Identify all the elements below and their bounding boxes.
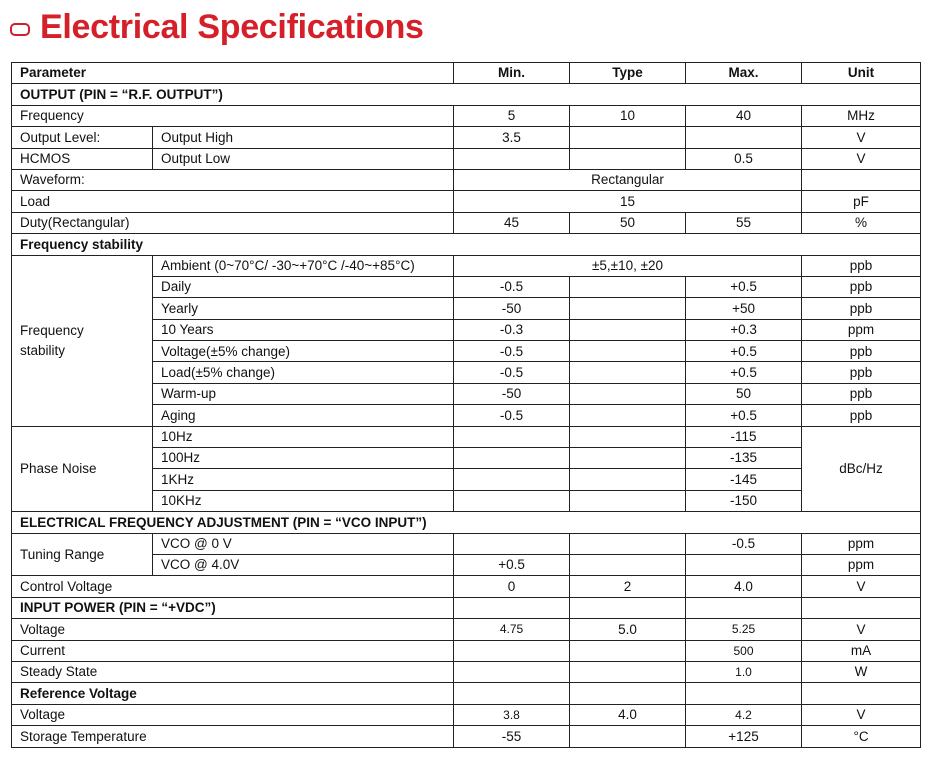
- table-row: [12, 661, 921, 682]
- unit-value: dBc/Hz: [802, 426, 921, 512]
- unit-value: ppb: [802, 341, 921, 362]
- empty-cell: [570, 683, 686, 704]
- min-value: -0.5: [454, 362, 570, 383]
- min-value: [454, 661, 570, 682]
- sub-param-label: Aging: [153, 405, 454, 426]
- max-value: 5.25: [686, 619, 802, 640]
- unit-value: V: [802, 127, 921, 148]
- table-row: [12, 640, 921, 661]
- max-value: -135: [686, 448, 802, 469]
- empty-cell: [570, 597, 686, 618]
- unit-value: V: [802, 704, 921, 725]
- min-value: -0.5: [454, 341, 570, 362]
- param-label: Storage Temperature: [12, 726, 454, 747]
- section-row: [12, 597, 921, 618]
- type-value: 5.0: [570, 619, 686, 640]
- sub-param-label: Load(±5% change): [153, 362, 454, 383]
- title-block: [10, 2, 424, 52]
- header-unit: Unit: [802, 63, 921, 84]
- section-frequency-adjustment: ELECTRICAL FREQUENCY ADJUSTMENT (PIN = “VCO INPUT”): [12, 512, 921, 533]
- table-row: [12, 127, 921, 148]
- type-value: [570, 148, 686, 169]
- unit-value: ppb: [802, 298, 921, 319]
- max-value: +0.3: [686, 319, 802, 340]
- sub-param-label: VCO @ 4.0V: [153, 554, 454, 575]
- type-value: [570, 383, 686, 404]
- max-value: +0.5: [686, 362, 802, 383]
- empty-cell: [454, 597, 570, 618]
- unit-value: MHz: [802, 105, 921, 126]
- table-row: [12, 212, 921, 233]
- unit-value: ppb: [802, 383, 921, 404]
- min-value: [454, 533, 570, 554]
- min-value: -50: [454, 298, 570, 319]
- unit-value: W: [802, 661, 921, 682]
- table-row: [12, 704, 921, 725]
- sub-param-label: 1KHz: [153, 469, 454, 490]
- empty-cell: [802, 597, 921, 618]
- param-label: Control Voltage: [12, 576, 454, 597]
- sub-param-label: Daily: [153, 276, 454, 297]
- span-value: ±5,±10, ±20: [454, 255, 802, 276]
- max-value: 50: [686, 383, 802, 404]
- group-label-line: stability: [20, 342, 66, 358]
- rounded-rectangle-icon: [10, 23, 30, 36]
- section-row: [12, 683, 921, 704]
- min-value: [454, 640, 570, 661]
- min-value: 3.5: [454, 127, 570, 148]
- section-reference-voltage: Reference Voltage: [12, 683, 454, 704]
- type-value: [570, 726, 686, 747]
- max-value: -0.5: [686, 533, 802, 554]
- sub-param-label: Ambient (0~70°C/ -30~+70°C /-40~+85°C): [153, 255, 454, 276]
- max-value: 1.0: [686, 661, 802, 682]
- type-value: [570, 469, 686, 490]
- section-output: OUTPUT (PIN = “R.F. OUTPUT”): [12, 84, 921, 105]
- type-value: 10: [570, 105, 686, 126]
- header-max: Max.: [686, 63, 802, 84]
- max-value: +0.5: [686, 405, 802, 426]
- specifications-table: [11, 62, 921, 748]
- sub-param-label: 10Hz: [153, 426, 454, 447]
- sub-param-label: 10 Years: [153, 319, 454, 340]
- max-value: -145: [686, 469, 802, 490]
- type-value: [570, 661, 686, 682]
- max-value: +125: [686, 726, 802, 747]
- sub-param-label: 10KHz: [153, 490, 454, 511]
- group-label-line: Frequency: [20, 323, 84, 339]
- unit-value: V: [802, 148, 921, 169]
- span-value: Rectangular: [454, 169, 802, 190]
- type-value: [570, 405, 686, 426]
- param-label: Frequency: [12, 105, 454, 126]
- min-value: 3.8: [454, 704, 570, 725]
- type-value: [570, 362, 686, 383]
- unit-value: V: [802, 576, 921, 597]
- unit-value: pF: [802, 191, 921, 212]
- table-row: [12, 105, 921, 126]
- max-value: 0.5: [686, 148, 802, 169]
- group-label-frequency-stability: [12, 255, 153, 426]
- type-value: [570, 448, 686, 469]
- min-value: [454, 148, 570, 169]
- param-label: Load: [12, 191, 454, 212]
- table-row: [12, 426, 921, 447]
- unit-value: ppb: [802, 276, 921, 297]
- span-value: 15: [454, 191, 802, 212]
- unit-value: ppm: [802, 533, 921, 554]
- param-label: Voltage: [12, 619, 454, 640]
- type-value: [570, 319, 686, 340]
- sub-param-label: Warm-up: [153, 383, 454, 404]
- group-label-phase-noise: Phase Noise: [12, 426, 153, 512]
- param-label: Current: [12, 640, 454, 661]
- min-value: -55: [454, 726, 570, 747]
- table-row: [12, 576, 921, 597]
- unit-value: V: [802, 619, 921, 640]
- min-value: 45: [454, 212, 570, 233]
- sub-param-label: 100Hz: [153, 448, 454, 469]
- header-min: Min.: [454, 63, 570, 84]
- min-value: -0.3: [454, 319, 570, 340]
- sub-param-label: Output Low: [153, 148, 454, 169]
- unit-value: °C: [802, 726, 921, 747]
- min-value: -0.5: [454, 276, 570, 297]
- unit-value: ppb: [802, 405, 921, 426]
- param-label: Output Level:: [12, 127, 153, 148]
- param-label: Voltage: [12, 704, 454, 725]
- max-value: [686, 127, 802, 148]
- min-value: -50: [454, 383, 570, 404]
- unit-value: ppb: [802, 362, 921, 383]
- header-parameter: Parameter: [12, 63, 454, 84]
- section-row: [12, 234, 921, 255]
- unit-value: ppb: [802, 255, 921, 276]
- max-value: 4.2: [686, 704, 802, 725]
- empty-cell: [686, 683, 802, 704]
- unit-value: ppm: [802, 319, 921, 340]
- max-value: 40: [686, 105, 802, 126]
- min-value: 4.75: [454, 619, 570, 640]
- empty-cell: [686, 597, 802, 618]
- min-value: +0.5: [454, 554, 570, 575]
- type-value: [570, 640, 686, 661]
- table-row: [12, 726, 921, 747]
- max-value: -150: [686, 490, 802, 511]
- min-value: 5: [454, 105, 570, 126]
- type-value: [570, 276, 686, 297]
- max-value: 4.0: [686, 576, 802, 597]
- min-value: [454, 469, 570, 490]
- table-row: [12, 148, 921, 169]
- type-value: [570, 341, 686, 362]
- table-row: [12, 619, 921, 640]
- type-value: [570, 426, 686, 447]
- max-value: +0.5: [686, 276, 802, 297]
- empty-cell: [802, 683, 921, 704]
- param-label: Waveform:: [12, 169, 454, 190]
- param-label: Duty(Rectangular): [12, 212, 454, 233]
- sub-param-label: VCO @ 0 V: [153, 533, 454, 554]
- page-title: Electrical Specifications: [40, 7, 424, 46]
- empty-cell: [454, 683, 570, 704]
- unit-value: mA: [802, 640, 921, 661]
- table-row: [12, 191, 921, 212]
- max-value: 55: [686, 212, 802, 233]
- sub-param-label: Output High: [153, 127, 454, 148]
- type-value: [570, 533, 686, 554]
- max-value: -115: [686, 426, 802, 447]
- table-header-row: [12, 63, 921, 84]
- max-value: [686, 554, 802, 575]
- table-row: [12, 255, 921, 276]
- min-value: 0: [454, 576, 570, 597]
- min-value: [454, 426, 570, 447]
- sub-param-label: Yearly: [153, 298, 454, 319]
- type-value: [570, 554, 686, 575]
- section-row: [12, 512, 921, 533]
- unit-value: ppm: [802, 554, 921, 575]
- section-row: [12, 84, 921, 105]
- min-value: -0.5: [454, 405, 570, 426]
- section-input-power: INPUT POWER (PIN = “+VDC”): [12, 597, 454, 618]
- section-frequency-stability: Frequency stability: [12, 234, 921, 255]
- param-label: HCMOS: [12, 148, 153, 169]
- unit-value: %: [802, 212, 921, 233]
- param-label: Steady State: [12, 661, 454, 682]
- group-label-tuning-range: Tuning Range: [12, 533, 153, 576]
- max-value: +50: [686, 298, 802, 319]
- table-row: [12, 169, 921, 190]
- type-value: [570, 127, 686, 148]
- unit-value: [802, 169, 921, 190]
- type-value: [570, 298, 686, 319]
- max-value: +0.5: [686, 341, 802, 362]
- type-value: [570, 490, 686, 511]
- type-value: 50: [570, 212, 686, 233]
- sub-param-label: Voltage(±5% change): [153, 341, 454, 362]
- min-value: [454, 490, 570, 511]
- type-value: 4.0: [570, 704, 686, 725]
- max-value: 500: [686, 640, 802, 661]
- table-row: [12, 533, 921, 554]
- type-value: 2: [570, 576, 686, 597]
- header-type: Type: [570, 63, 686, 84]
- min-value: [454, 448, 570, 469]
